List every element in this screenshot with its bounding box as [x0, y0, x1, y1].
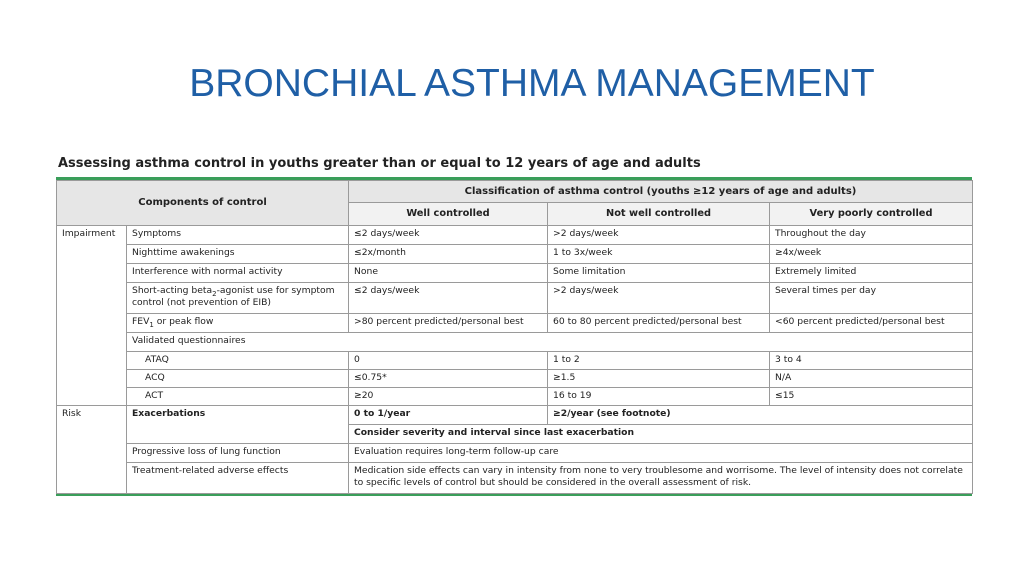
table-row: [57, 314, 973, 333]
ataq-very-poor: 3 to 4: [770, 352, 973, 370]
table-row: [57, 463, 973, 494]
table-caption: Assessing asthma control in youths greater than or equal to 12 years of age and adults: [58, 156, 701, 171]
table-row: [57, 388, 973, 406]
nighttime-not-well: 1 to 3x/week: [548, 245, 770, 264]
fev-very-poor: <60 percent predicted/personal best: [770, 314, 973, 333]
acq-label: ACQ: [127, 370, 349, 388]
col-well-controlled: Well controlled: [349, 203, 548, 226]
symptoms-well: ≤2 days/week: [349, 226, 548, 245]
table-row: [57, 352, 973, 370]
exacerbations-consider: Consider severity and interval since last exacerbation: [349, 425, 973, 444]
exacerbations-not-well-and-poor: ≥2/year (see footnote): [548, 406, 973, 425]
asthma-control-table: [56, 180, 973, 494]
saba-very-poor: Several times per day: [770, 283, 973, 314]
adverse-effects-label: Treatment-related adverse effects: [127, 463, 349, 494]
table-row: [57, 226, 973, 245]
act-not-well: 16 to 19: [548, 388, 770, 406]
acq-well: ≤0.75*: [349, 370, 548, 388]
acq-very-poor: N/A: [770, 370, 973, 388]
nighttime-label: Nighttime awakenings: [127, 245, 349, 264]
table-row: [57, 406, 973, 425]
questionnaires-label: Validated questionnaires: [127, 333, 973, 352]
lung-function-value: Evaluation requires long-term follow-up care: [349, 444, 973, 463]
fev-not-well: 60 to 80 percent predicted/personal best: [548, 314, 770, 333]
interference-very-poor: Extremely limited: [770, 264, 973, 283]
asthma-control-table-container: [56, 177, 972, 496]
col-not-well-controlled: Not well controlled: [548, 203, 770, 226]
acq-not-well: ≥1.5: [548, 370, 770, 388]
interference-well: None: [349, 264, 548, 283]
table-row: [57, 283, 973, 314]
table-row: [57, 370, 973, 388]
table-row: [57, 245, 973, 264]
lung-function-label: Progressive loss of lung function: [127, 444, 349, 463]
slide-title: BRONCHIAL ASTHMA MANAGEMENT: [189, 62, 875, 105]
table-row: [57, 333, 973, 352]
ataq-well: 0: [349, 352, 548, 370]
ataq-not-well: 1 to 2: [548, 352, 770, 370]
symptoms-very-poor: Throughout the day: [770, 226, 973, 245]
adverse-effects-value: Medication side effects can vary in intensity from none to very troublesome and worrisome. The level of intensity does not correlate to specific levels of control but should be considered in the overall assessment of risk.: [349, 463, 973, 494]
col-very-poorly-controlled: Very poorly controlled: [770, 203, 973, 226]
components-header: Components of control: [57, 181, 349, 226]
symptoms-label: Symptoms: [127, 226, 349, 245]
ataq-label: ATAQ: [127, 352, 349, 370]
interference-not-well: Some limitation: [548, 264, 770, 283]
nighttime-very-poor: ≥4x/week: [770, 245, 973, 264]
classification-header: Classification of asthma control (youths ≥12 years of age and adults): [349, 181, 973, 203]
table-row: [57, 444, 973, 463]
fev-label: $FEV_1$ or peak flow: [127, 314, 349, 333]
saba-not-well: >2 days/week: [548, 283, 770, 314]
nighttime-well: ≤2x/month: [349, 245, 548, 264]
exacerbations-well: 0 to 1/year: [349, 406, 548, 425]
exacerbations-label: Exacerbations: [127, 406, 349, 444]
saba-label: Short-acting beta$_2$-agonist use for symptom control (not prevention of EIB): [127, 283, 349, 314]
symptoms-not-well: >2 days/week: [548, 226, 770, 245]
risk-label: Risk: [57, 406, 127, 494]
fev-well: >80 percent predicted/personal best: [349, 314, 548, 333]
interference-label: Interference with normal activity: [127, 264, 349, 283]
table-row: [57, 264, 973, 283]
impairment-label: Impairment: [57, 226, 127, 406]
act-very-poor: ≤15: [770, 388, 973, 406]
act-label: ACT: [127, 388, 349, 406]
header-row-1: [57, 181, 973, 203]
saba-well: ≤2 days/week: [349, 283, 548, 314]
act-well: ≥20: [349, 388, 548, 406]
